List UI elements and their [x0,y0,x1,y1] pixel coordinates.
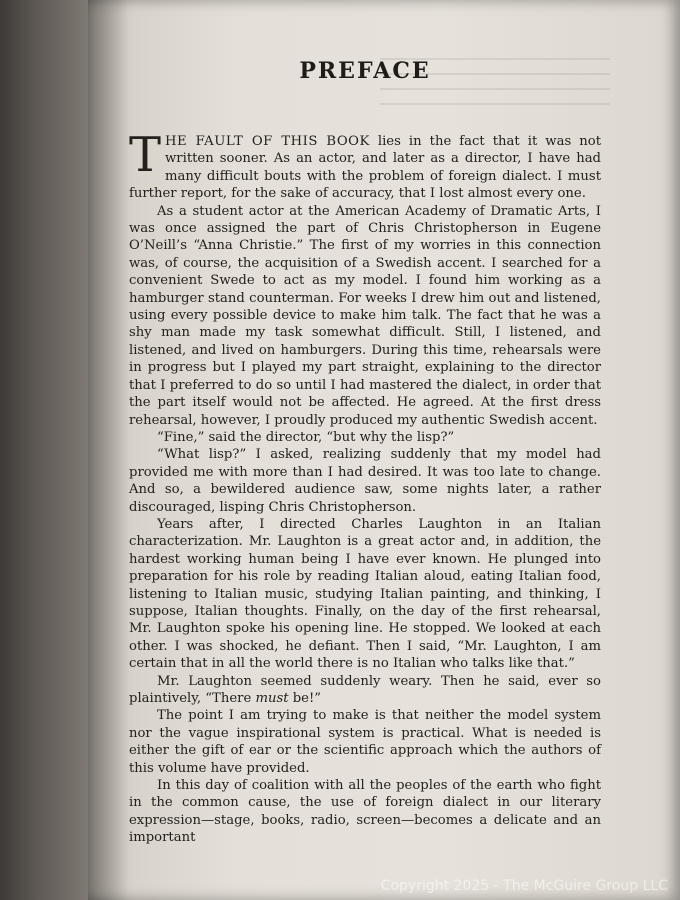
drop-cap: T [129,127,162,183]
paragraph-4: “What lisp?” I asked, realizing suddenly that my model had provided me with more than I had desired. It was too late to change. And so, a bewildered audience saw, some nights later, a rather discouraged, lisping Chris Christopherson. [129,447,601,515]
lead-in-smallcaps: HE FAULT OF THIS BOOK [165,134,370,149]
copyright-watermark: Copyright 2025 - The McGuire Group LLC [380,878,668,894]
paragraph-6-text-b: be!” [288,691,322,706]
paragraph-6 [129,673,601,708]
page-shadow [88,0,128,900]
paragraph-6-emphasis: must [255,691,289,706]
preface-body [129,127,601,847]
paragraph-6-text-a: Mr. Laughton seemed suddenly weary. Then he said, ever so plaintively, “There [129,673,601,706]
paragraph-2: As a student actor at the American Academy of Dramatic Arts, I was once assigned the part of Chris Christopherson in Eugene O’Neill’s “Anna Christie.” The first of my worries in this connection was, of course, the acquisition of a Swedish accent. I searched for a convenient Swede to act as my model. I found him working as a hamburger stand counterman. For weeks I drew him out and listened, using every possible device to make him talk. The fact that he was a shy man made my task somewhat difficult. Still, I listened, and listened, and lived on hamburgers. During this time, rehearsals were in progress but I played my part straight, explaining to the director that I preferred to do so until I had mastered the dialect, in order that the part itself would not be affected. He agreed. At the first dress rehearsal, however, I proudly produced my authentic Swedish accent. [129,203,601,428]
page-title: PREFACE [299,58,431,84]
paragraph-1 [129,127,601,203]
paragraph-1-text: lies in the fact that it was not written sooner. As an actor, and later as a director, I have had many difficult bouts with the problem of foreign dialect. I must further report, for the sake of accuracy, that I lost almost every one. [129,134,601,202]
paragraph-5: Years after, I directed Charles Laughton in an Italian characterization. Mr. Laughton is a great actor and, in addition, the hardest working human being I have ever known. He plunged into preparation for his role by reading Italian aloud, eating Italian food, listening to Italian music, studying Italian painting, and thinking, I suppose, Italian thoughts. Finally, on the day of the first rehearsal, Mr. Laughton spoke his opening line. He stopped. We looked at each other. I was shocked, he defiant. Then I said, “Mr. Laughton, I am certain that in all the world there is no Italian who talks like that.” [129,516,601,672]
paragraph-3: “Fine,” said the director, “but why the lisp?” [157,429,455,445]
paragraph-8: In this day of coalition with all the peoples of the earth who fight in the common cause, the use of foreign dialect in our literary expression—stage, books, radio, screen—becomes a delicate and an important [129,778,601,846]
paragraph-7: The point I am trying to make is that neither the model system nor the vague inspirational system is practical. What is needed is either the gift of ear or the scientific approach which the authors of this volume have provided. [129,708,601,776]
